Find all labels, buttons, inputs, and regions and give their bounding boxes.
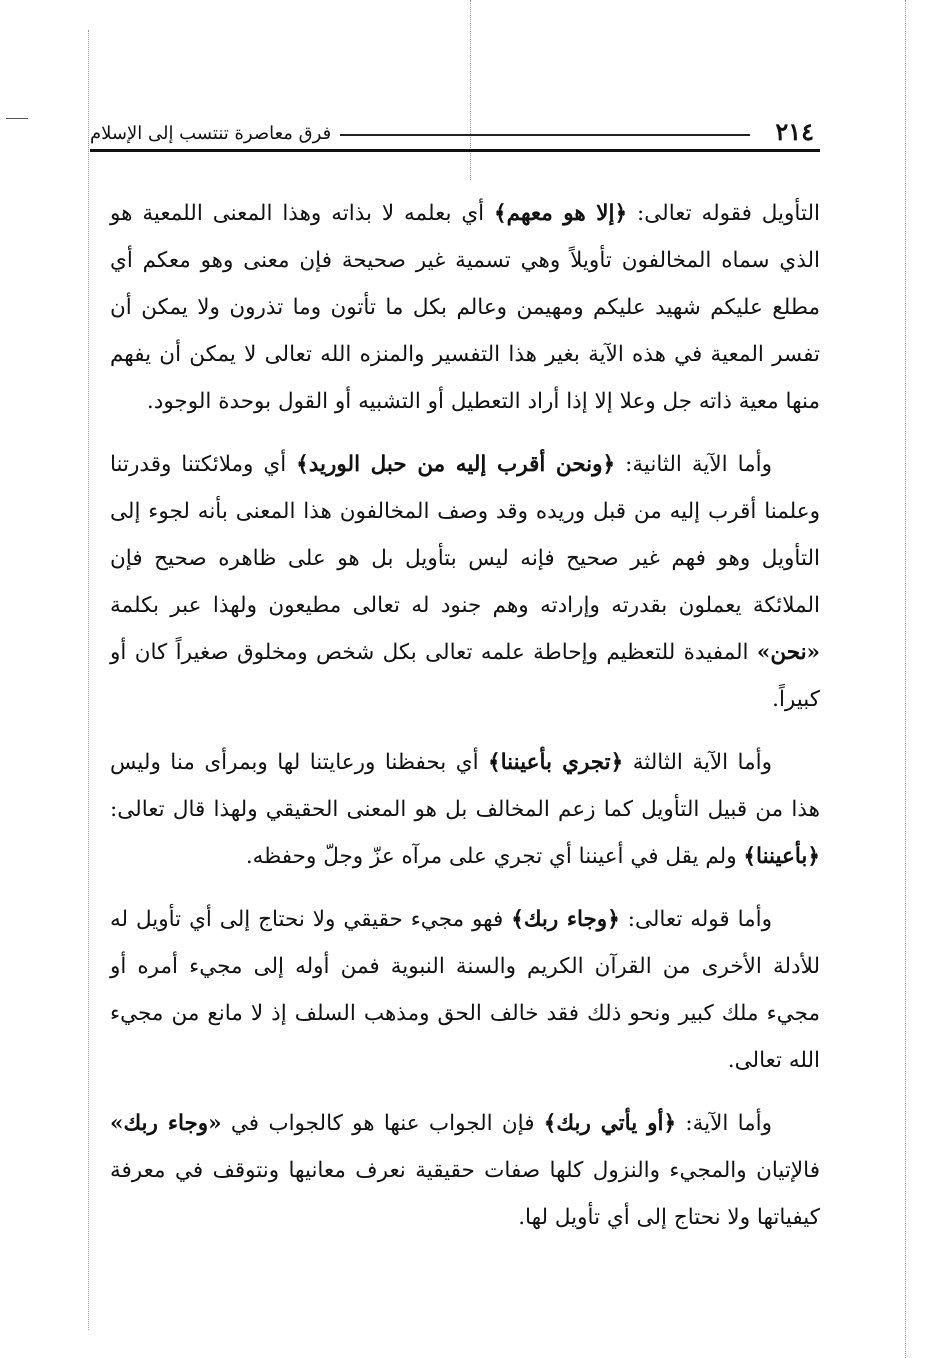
paragraph-text: وأما الآية الثالثة (623, 750, 772, 775)
scan-mark (6, 118, 28, 119)
paragraph-text: أي بحفظنا ورعايتنا لها وبمرأى منا وليس هذا من قبيل التأويل كما زعم المخالف بل هو المعنى الحقيقي ولهذا قال تعالى: (110, 750, 820, 822)
paragraph-5 (110, 1100, 820, 1241)
page-number: ٢١٤ (775, 117, 814, 146)
scan-dotted-line-mid (470, 0, 471, 180)
quran-verse: ﴿بأعيننا﴾ (743, 844, 820, 869)
quran-verse: ﴿تجري بأعيننا﴾ (488, 750, 624, 775)
body-text (110, 190, 820, 1257)
scan-dotted-line-left (88, 30, 89, 1330)
quoted-word: «نحن» (756, 640, 820, 665)
paragraph-text: وأما قوله تعالى: (619, 907, 773, 932)
paragraph-text: المفيدة للتعظيم وإحاطة علمه تعالى بكل شخص ومخلوق صغيراً كان أو كبيراً. (110, 640, 820, 712)
header-rule (90, 149, 820, 152)
paragraph-1 (110, 190, 820, 425)
paragraph-text: وأما الآية الثانية: (615, 452, 772, 477)
paragraph-text: أي وملائكتنا وقدرتنا وعلمنا أقرب إليه من قبل وريده وقد وصف المخالفون هذا المعنى بأنه لجوء إلى التأويل وهو فهم غير صحيح فإنه ليس بتأويل بل هو على ظاهره صحيح فإن الملائكة يعملون بقدرته وإرادته وهم جنود له تعالى مطيعون ولهذا عبر بكلمة (110, 452, 820, 618)
paragraph-text: التأويل فقوله تعالى: (627, 201, 820, 226)
running-header (90, 112, 820, 152)
paragraph-3 (110, 739, 820, 880)
running-title: فرق معاصرة تنتسب إلى الإسلام (90, 123, 332, 144)
quran-verse: ﴿إلا هو معهم﴾ (494, 201, 628, 226)
paragraph-text: وأما الآية: (676, 1111, 772, 1136)
quran-verse: ﴿أو يأتي ربك﴾ (543, 1111, 677, 1136)
paragraph-text: فهو مجيء حقيقي ولا نحتاج إلى أي تأويل له للأدلة الأخرى من القرآن الكريم والسنة النبوية فمن أوله إلى مجيء أمره أو مجيء ملك كبير ونحو ذلك فقد خالف الحق ومذهب السلف إذ لا مانع من مجيء الله تعالى. (110, 907, 820, 1073)
paragraph-text: فإن الجواب عنها هو كالجواب في (221, 1111, 544, 1136)
paragraph-text: فالإتيان والمجيء والنزول كلها صفات حقيقية نعرف معانيها ونتوقف في معرفة كيفياتها ولا نحتاج إلى أي تأويل لها. (110, 1158, 820, 1230)
header-dash-line (340, 134, 750, 136)
paragraph-2 (110, 441, 820, 723)
paragraph-text: ولم يقل في أعيننا أي تجري على مرآه عزّ وجلّ وحفظه. (245, 844, 744, 869)
quran-verse: ﴿وجاء ربك﴾ (511, 907, 620, 932)
paragraph-4 (110, 896, 820, 1084)
quoted-phrase: «وجاء ربك» (110, 1111, 222, 1136)
scan-dotted-line-right (905, 0, 906, 1358)
paragraph-text: أي بعلمه لا بذاته وهذا المعنى اللمعية هو الذي سماه المخالفون تأويلاً وهي تسمية غير صحيحة فإن معنى وهو معكم أي مطلع عليكم شهيد عليكم ومهيمن وعالم بكل ما تأتون وما تذرون ولا يمكن أن تفسر المعية في هذه الآية بغير هذا التفسير والمنزه الله تعالى لا يمكن أن يفهم منها معية ذاته جل وعلا إلا إذا أراد التعطيل أو التشبيه أو القول بوحدة الوجود. (110, 201, 820, 414)
quran-verse: ﴿ونحن أقرب إليه من حبل الوريد﴾ (296, 452, 616, 477)
